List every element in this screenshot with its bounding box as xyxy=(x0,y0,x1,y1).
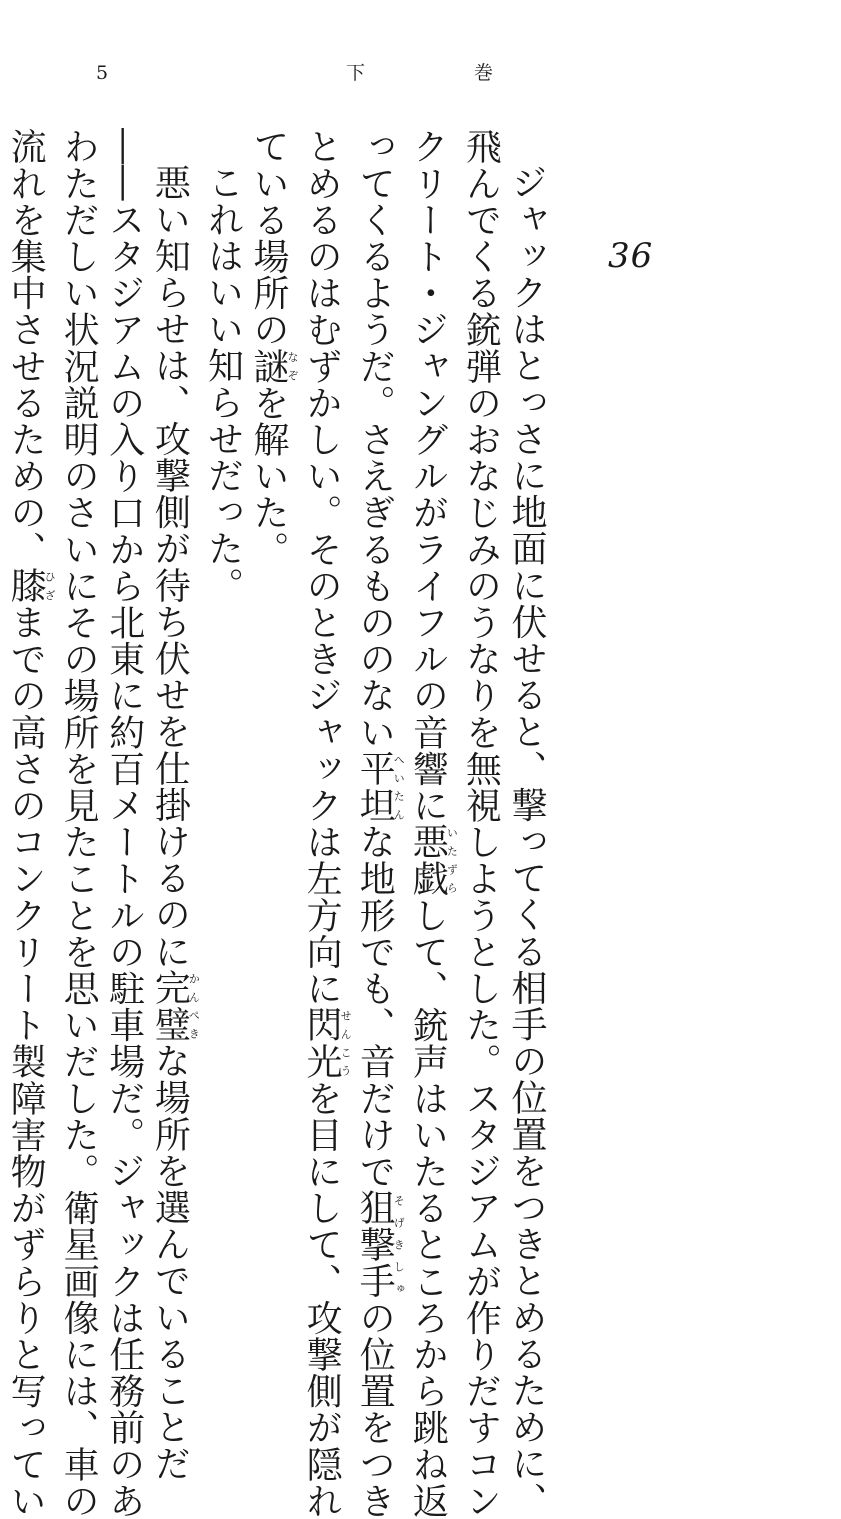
text-segment: して、銃声はいたるところから跳ね返 xyxy=(407,896,449,1519)
ruby-reading: せんこう xyxy=(339,1006,353,1080)
body-text xyxy=(2,128,549,1519)
text-line xyxy=(56,128,102,1519)
page-number: 5 xyxy=(96,62,109,84)
text-segment: 悪い知らせは、攻撃側が待ち伏せを仕掛けるのに xyxy=(149,164,191,970)
text-line xyxy=(299,128,353,1519)
text-segment: ――スタジアムの入り口から北東に約百メートルの駐車場だ。ジャックは任務前のあ xyxy=(103,128,145,1519)
text-line xyxy=(352,128,406,1519)
ruby-word xyxy=(301,1006,353,1080)
running-header-volume: 下 xyxy=(346,62,366,84)
ruby-reading: そげきしゅ xyxy=(392,1189,406,1300)
text-line xyxy=(458,128,504,1519)
ruby-base: 悪戯 xyxy=(407,823,449,897)
text-segment: 流れを集中させるための、 xyxy=(5,128,47,568)
running-header-title: 巻 xyxy=(474,62,494,84)
ruby-word xyxy=(354,1189,406,1300)
ruby-base: 謎 xyxy=(248,347,290,385)
ruby-base: 閃光 xyxy=(301,1006,343,1080)
text-line xyxy=(147,128,201,1482)
ruby-reading: かんぺき xyxy=(187,969,201,1043)
text-segment: ジャックはとっさに地面に伏せると、撃ってくる相手の位置をつきとめるために、 xyxy=(506,164,547,1519)
text-segment: の位置をつき xyxy=(354,1299,396,1519)
chapter-number: 36 xyxy=(608,236,654,276)
ruby-base: 膝 xyxy=(5,567,47,604)
text-line xyxy=(503,128,549,1519)
text-segment: な場所を選んでいることだ xyxy=(149,1042,191,1482)
text-line xyxy=(2,128,57,1519)
text-segment: を解いた。 xyxy=(248,384,290,568)
ruby-word xyxy=(149,969,201,1043)
text-line xyxy=(101,128,147,1519)
text-segment: これはいい知らせだった。 xyxy=(202,164,244,604)
ruby-word xyxy=(407,823,459,897)
text-segment: わただしい状況説明のさいにその場所を見たことを思いだした。衛星画像には、車の xyxy=(58,128,100,1519)
text-line xyxy=(405,128,459,1519)
ruby-reading: なぞ xyxy=(286,347,300,385)
text-segment: ってくるようだ。さえぎるもののない xyxy=(354,128,396,751)
text-segment: ている場所の xyxy=(248,128,290,348)
text-segment: クリート・ジャングルがライフルの音響に xyxy=(407,128,449,824)
text-segment: とめるのはむずかしい。そのときジャックは左方向に xyxy=(301,128,343,1007)
ruby-base: 狙撃手 xyxy=(354,1189,396,1300)
ruby-reading: へいたん xyxy=(392,750,406,824)
ruby-word xyxy=(248,347,300,385)
ruby-base: 完璧 xyxy=(149,969,191,1043)
text-segment: 飛んでくる銃弾のおなじみのうなりを無視しようとした。スタジアムが作りだすコン xyxy=(460,128,502,1519)
ruby-word xyxy=(5,567,57,604)
text-line xyxy=(200,128,246,1138)
ruby-reading: ひざ xyxy=(43,567,57,604)
text-segment: な地形でも、音だけで xyxy=(354,823,396,1190)
ruby-word xyxy=(354,750,406,824)
ruby-base: 平坦 xyxy=(354,750,396,824)
text-segment: を目にして、攻撃側が隠れ xyxy=(301,1079,343,1519)
ruby-reading: いたずら xyxy=(445,823,459,897)
text-line xyxy=(245,128,298,1138)
text-segment: までの高さのコンクリート製障害物がずらりと写ってい xyxy=(5,603,47,1519)
